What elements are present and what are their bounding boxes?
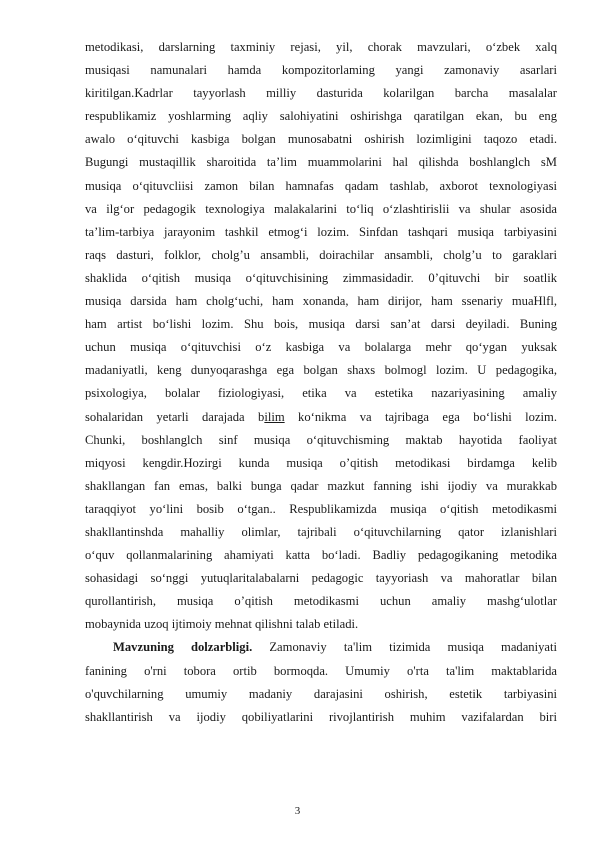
text-line: shakllantinshda mahalliy olimlar, tajribali o‘qituvchilarning qator izlanishlari [85,524,557,539]
text-line: o'quvchilarning umumiy madaniy darajasini oshirish, estetik tarbiyasini [85,686,557,701]
section-heading: Mavzuning dolzarbligi. [113,640,253,655]
text-line: qurollantirish, musiqa o’qitish metodikasmi uchun amaliy mashg‘ulotlar [85,594,557,609]
text-line: Chunki, boshlanglch sinf musiqa o‘qituvchisming maktab hayotida faoliyat [85,432,557,447]
text-line: madaniyatli, keng dunyoqarashga ega bolgan shaxs bolmogl lozim. U pedagogika, [85,363,557,378]
text-line: shakllantirish va ijodiy qobiliyatlarini rivojlantirish muhim vazifalardan biri [85,709,557,724]
text-line: sohasidagi so‘nggi yutuqlaritalabalarni pedagogic tayyoriash va mahoratlar bilan [85,571,557,586]
text-line: taraqqiyot yo‘lini bosib o‘tgan.. Respublikamizda musiqa o‘qitish metodikasmi [85,501,557,516]
document-body [85,36,557,729]
text-line: shaklida o‘qitish musiqa o‘qituvchisining zimmasidadir. 0’qituvchi bir soatlik [85,270,557,285]
text-line: musiqasi namunalari hamda kompozitorlaming yangi zamonaviy asarlari [85,63,557,78]
text-segment: sohalaridan yetarli darajada b [85,409,265,424]
text-line: raqs dasturi, folklor, cholg’u ansambli, doirachilar ansambli, cholg’u to garaklari [85,247,557,262]
text-line: va ilg‘or pedagogik texnologiya malakalarini to‘liq o‘zlashtirislii va shular asosida [85,201,557,216]
text-line: shakllangan fan emas, balki bunga qadar mazkut fanning ishi ijodiy va murakkab [85,478,557,493]
text-line: kiritilgan.Kadrlar tayyorlash milliy dasturida kolarilgan barcha masalalar [85,86,557,101]
underlined-word: ilim [264,409,285,424]
text-line [85,406,557,429]
text-line: musiqa o‘qituvcliisi zamon bilan hamnafas qadam tashlab, axborot texnologiyasi [85,178,557,193]
text-line: ham artist bo‘lishi lozim. Shu bois, musiqa darsi san’at darsi deyiladi. Buning [85,317,557,332]
text-line: awalo o‘qituvchi kasbiga bolgan munosabatni oshirish lozimligini taqozo etadi. [85,132,557,147]
text-line: psixologiya, bolalar fiziologiyasi, etika va estetika nazariyasining amaliy [85,386,557,401]
text-line [85,636,557,659]
text-line: metodikasi, darslarning taxminiy rejasi, yil, chorak mavzulari, o‘zbek xalq [85,40,557,54]
text-line: o‘quv qollanmalarining ahamiyati katta bo‘ladi. Badliy pedagogikaning metodika [85,548,557,563]
page-number: 3 [294,805,301,817]
text-line: ta’lim-tarbiya jarayonim tashkil etmog‘i lozim. Sinfdan tashqari musiqa tarbiyasini [85,224,557,239]
text-segment: ko‘nikma va tajribaga ega bo‘lishi lozim. [284,409,557,424]
text-line: mobaynida uzoq ijtimoiy mehnat qilishni talab etiladi. [85,617,359,632]
text-line: miqyosi kengdir.Hozirgi kunda musiqa o’qitish metodikasi birdamga kelib [85,455,557,470]
text-line: uchun musiqa o‘qituvchisi o‘z kasbiga va bolalarga mehr qo‘ygan yuksak [85,340,557,355]
text-segment: Zamonaviy ta'lim tizimida musiqa madaniyati [252,640,557,655]
text-line: respublikamiz yoshlarming aqliy salohiyatini oshirishga qaratilgan ekan, bu eng [85,109,557,124]
text-line: Bugungi mustaqillik sharoitida ta’lim muammolarini hal qilishda boshlanglch sM [85,155,557,170]
text-line: musiqa darsida ham cholg‘uchi, ham xonanda, ham dirijor, ham ssenariy muaHlfl, [85,294,557,309]
text-line: fanining o'rni tobora ortib bormoqda. Umumiy o'rta ta'lim maktablarida [85,663,557,678]
